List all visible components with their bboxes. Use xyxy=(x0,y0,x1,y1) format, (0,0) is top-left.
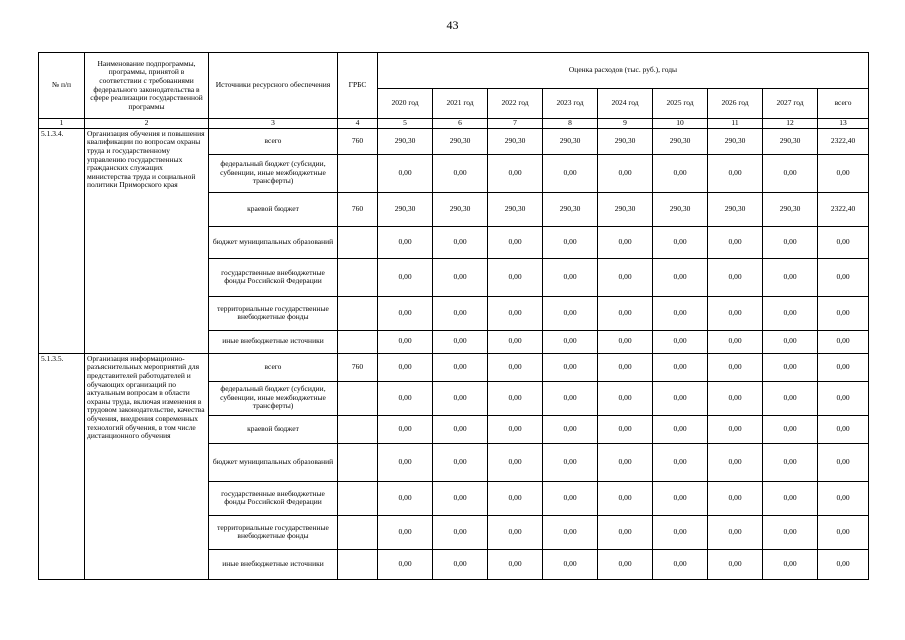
year-value: 0,00 xyxy=(763,226,818,258)
year-value: 0,00 xyxy=(763,381,818,415)
year-value: 0,00 xyxy=(378,353,433,381)
item-name: Организация обучения и повышения квалификации по вопросам охраны труда и государственному управлению государственных гражданских служащих министерства труда и социальной политики Приморского края xyxy=(85,128,209,353)
year-value: 0,00 xyxy=(433,515,488,549)
year-value: 0,00 xyxy=(708,330,763,353)
year-value: 0,00 xyxy=(433,258,488,296)
year-value: 290,30 xyxy=(708,192,763,226)
year-value: 0,00 xyxy=(543,353,598,381)
year-value: 0,00 xyxy=(653,443,708,481)
table-row xyxy=(39,128,869,154)
funding-source: федеральный бюджет (субсидии, субвенции, иные межбюджетные трансферты) xyxy=(209,381,338,415)
header-year: 2020 год xyxy=(378,89,433,119)
item-name: Организация информационно-разъяснительных мероприятий для представителей работодателей и обучающих организаций по актуальным вопросам в области охраны труда, включая изменения в трудовом законодательстве, качества обучения, внедрения современных технологий обучения, в том числе дистанционного обучения xyxy=(85,353,209,579)
column-number-row xyxy=(39,119,869,129)
year-value: 0,00 xyxy=(763,154,818,192)
year-value: 290,30 xyxy=(433,128,488,154)
year-value: 0,00 xyxy=(543,415,598,443)
header-year: 2027 год xyxy=(763,89,818,119)
year-value: 0,00 xyxy=(488,381,543,415)
year-value: 0,00 xyxy=(763,515,818,549)
year-value: 0,00 xyxy=(653,381,708,415)
header-year: 2023 год xyxy=(543,89,598,119)
header-year: 2025 год xyxy=(653,89,708,119)
table-row xyxy=(39,353,869,381)
year-value: 0,00 xyxy=(598,296,653,330)
year-value: 0,00 xyxy=(378,381,433,415)
total-value: 0,00 xyxy=(818,415,869,443)
year-value: 0,00 xyxy=(598,226,653,258)
header-year: 2022 год xyxy=(488,89,543,119)
year-value: 0,00 xyxy=(598,353,653,381)
year-value: 0,00 xyxy=(378,296,433,330)
year-value: 0,00 xyxy=(543,226,598,258)
total-value: 0,00 xyxy=(818,353,869,381)
header-year: 2024 год xyxy=(598,89,653,119)
year-value: 290,30 xyxy=(763,192,818,226)
total-value: 0,00 xyxy=(818,443,869,481)
year-value: 0,00 xyxy=(433,443,488,481)
year-value: 290,30 xyxy=(543,128,598,154)
year-value: 0,00 xyxy=(708,258,763,296)
year-value: 0,00 xyxy=(488,154,543,192)
funding-source: бюджет муниципальных образований xyxy=(209,226,338,258)
year-value: 0,00 xyxy=(763,258,818,296)
total-value: 0,00 xyxy=(818,330,869,353)
year-value: 0,00 xyxy=(598,549,653,579)
year-value: 0,00 xyxy=(653,258,708,296)
year-value: 0,00 xyxy=(708,381,763,415)
year-value: 0,00 xyxy=(708,481,763,515)
year-value: 290,30 xyxy=(598,128,653,154)
year-value: 0,00 xyxy=(708,415,763,443)
funding-source: территориальные государственные внебюджетные фонды xyxy=(209,515,338,549)
year-value: 0,00 xyxy=(653,415,708,443)
year-value: 290,30 xyxy=(763,128,818,154)
year-value: 0,00 xyxy=(488,549,543,579)
year-value: 290,30 xyxy=(378,128,433,154)
year-value: 0,00 xyxy=(543,481,598,515)
year-value: 0,00 xyxy=(543,381,598,415)
year-value: 0,00 xyxy=(543,330,598,353)
column-number: 4 xyxy=(338,119,378,129)
grbs-code xyxy=(338,443,378,481)
column-number: 5 xyxy=(378,119,433,129)
header-year: 2021 год xyxy=(433,89,488,119)
column-number: 11 xyxy=(708,119,763,129)
year-value: 0,00 xyxy=(598,381,653,415)
total-value: 0,00 xyxy=(818,515,869,549)
year-value: 290,30 xyxy=(543,192,598,226)
year-value: 0,00 xyxy=(433,415,488,443)
column-number: 3 xyxy=(209,119,338,129)
column-number: 1 xyxy=(39,119,85,129)
year-value: 0,00 xyxy=(378,415,433,443)
year-value: 0,00 xyxy=(378,515,433,549)
header-grbs: ГРБС xyxy=(338,53,378,119)
year-value: 0,00 xyxy=(488,296,543,330)
year-value: 0,00 xyxy=(763,481,818,515)
year-value: 0,00 xyxy=(653,481,708,515)
year-value: 0,00 xyxy=(598,258,653,296)
header-nn: № п/п xyxy=(39,53,85,119)
funding-source: краевой бюджет xyxy=(209,192,338,226)
year-value: 0,00 xyxy=(653,226,708,258)
year-value: 290,30 xyxy=(488,192,543,226)
year-value: 290,30 xyxy=(598,192,653,226)
year-value: 0,00 xyxy=(543,258,598,296)
funding-source: всего xyxy=(209,128,338,154)
year-value: 0,00 xyxy=(378,226,433,258)
grbs-code xyxy=(338,154,378,192)
year-value: 290,30 xyxy=(378,192,433,226)
year-value: 0,00 xyxy=(763,415,818,443)
funding-source: территориальные государственные внебюджетные фонды xyxy=(209,296,338,330)
year-value: 0,00 xyxy=(433,549,488,579)
year-value: 0,00 xyxy=(763,443,818,481)
year-value: 0,00 xyxy=(433,381,488,415)
year-value: 0,00 xyxy=(378,154,433,192)
year-value: 0,00 xyxy=(653,330,708,353)
grbs-code xyxy=(338,549,378,579)
column-number: 12 xyxy=(763,119,818,129)
item-number: 5.1.3.4. xyxy=(39,128,85,353)
header-total: всего xyxy=(818,89,869,119)
column-number: 13 xyxy=(818,119,869,129)
year-value: 0,00 xyxy=(543,154,598,192)
budget-table xyxy=(38,52,869,580)
year-value: 0,00 xyxy=(763,330,818,353)
grbs-code xyxy=(338,296,378,330)
year-value: 290,30 xyxy=(653,192,708,226)
year-value: 0,00 xyxy=(488,515,543,549)
funding-source: государственные внебюджетные фонды Российской Федерации xyxy=(209,481,338,515)
year-value: 0,00 xyxy=(598,330,653,353)
grbs-code xyxy=(338,330,378,353)
year-value: 0,00 xyxy=(543,515,598,549)
year-value: 0,00 xyxy=(598,481,653,515)
funding-source: государственные внебюджетные фонды Российской Федерации xyxy=(209,258,338,296)
year-value: 0,00 xyxy=(598,515,653,549)
header-sources: Источники ресурсного обеспечения xyxy=(209,53,338,119)
year-value: 0,00 xyxy=(543,296,598,330)
item-number: 5.1.3.5. xyxy=(39,353,85,579)
column-number: 9 xyxy=(598,119,653,129)
year-value: 0,00 xyxy=(708,226,763,258)
year-value: 0,00 xyxy=(488,481,543,515)
year-value: 0,00 xyxy=(598,443,653,481)
grbs-code xyxy=(338,481,378,515)
year-value: 0,00 xyxy=(378,481,433,515)
year-value: 0,00 xyxy=(708,515,763,549)
header-name: Наименование подпрограммы, программы, принятой в соответствии с требованиями федерального законодательства в сфере реализации государственной программы xyxy=(85,53,209,119)
year-value: 0,00 xyxy=(653,296,708,330)
grbs-code: 760 xyxy=(338,192,378,226)
total-value: 0,00 xyxy=(818,549,869,579)
funding-source: бюджет муниципальных образований xyxy=(209,443,338,481)
year-value: 0,00 xyxy=(763,549,818,579)
year-value: 290,30 xyxy=(708,128,763,154)
header-estimate: Оценка расходов (тыс. руб.), годы xyxy=(378,53,869,89)
year-value: 0,00 xyxy=(433,353,488,381)
grbs-code xyxy=(338,415,378,443)
total-value: 0,00 xyxy=(818,258,869,296)
year-value: 0,00 xyxy=(488,258,543,296)
year-value: 290,30 xyxy=(488,128,543,154)
total-value: 0,00 xyxy=(818,381,869,415)
column-number: 7 xyxy=(488,119,543,129)
year-value: 0,00 xyxy=(488,353,543,381)
year-value: 0,00 xyxy=(433,481,488,515)
year-value: 290,30 xyxy=(433,192,488,226)
funding-source: федеральный бюджет (субсидии, субвенции, иные межбюджетные трансферты) xyxy=(209,154,338,192)
year-value: 290,30 xyxy=(653,128,708,154)
year-value: 0,00 xyxy=(488,330,543,353)
page-number: 43 xyxy=(446,18,459,32)
column-number: 8 xyxy=(543,119,598,129)
year-value: 0,00 xyxy=(653,515,708,549)
grbs-code: 760 xyxy=(338,128,378,154)
year-value: 0,00 xyxy=(598,154,653,192)
total-value: 0,00 xyxy=(818,154,869,192)
table-body xyxy=(39,128,869,579)
funding-source: иные внебюджетные источники xyxy=(209,549,338,579)
column-number: 2 xyxy=(85,119,209,129)
grbs-code xyxy=(338,381,378,415)
funding-source: краевой бюджет xyxy=(209,415,338,443)
year-value: 0,00 xyxy=(763,353,818,381)
year-value: 0,00 xyxy=(378,549,433,579)
year-value: 0,00 xyxy=(488,415,543,443)
year-value: 0,00 xyxy=(708,443,763,481)
total-value: 2322,40 xyxy=(818,192,869,226)
year-value: 0,00 xyxy=(488,226,543,258)
grbs-code xyxy=(338,226,378,258)
year-value: 0,00 xyxy=(708,296,763,330)
header-year: 2026 год xyxy=(708,89,763,119)
year-value: 0,00 xyxy=(433,226,488,258)
year-value: 0,00 xyxy=(543,549,598,579)
year-value: 0,00 xyxy=(653,549,708,579)
year-value: 0,00 xyxy=(763,296,818,330)
year-value: 0,00 xyxy=(378,258,433,296)
year-value: 0,00 xyxy=(378,443,433,481)
year-value: 0,00 xyxy=(378,330,433,353)
total-value: 0,00 xyxy=(818,226,869,258)
year-value: 0,00 xyxy=(433,330,488,353)
grbs-code xyxy=(338,515,378,549)
year-value: 0,00 xyxy=(708,154,763,192)
year-value: 0,00 xyxy=(653,154,708,192)
year-value: 0,00 xyxy=(708,549,763,579)
column-number: 10 xyxy=(653,119,708,129)
year-value: 0,00 xyxy=(653,353,708,381)
year-value: 0,00 xyxy=(433,154,488,192)
grbs-code: 760 xyxy=(338,353,378,381)
year-value: 0,00 xyxy=(708,353,763,381)
funding-source: всего xyxy=(209,353,338,381)
funding-source: иные внебюджетные источники xyxy=(209,330,338,353)
column-number: 6 xyxy=(433,119,488,129)
total-value: 0,00 xyxy=(818,296,869,330)
year-value: 0,00 xyxy=(433,296,488,330)
total-value: 0,00 xyxy=(818,481,869,515)
year-value: 0,00 xyxy=(598,415,653,443)
year-value: 0,00 xyxy=(543,443,598,481)
grbs-code xyxy=(338,258,378,296)
total-value: 2322,40 xyxy=(818,128,869,154)
year-value: 0,00 xyxy=(488,443,543,481)
